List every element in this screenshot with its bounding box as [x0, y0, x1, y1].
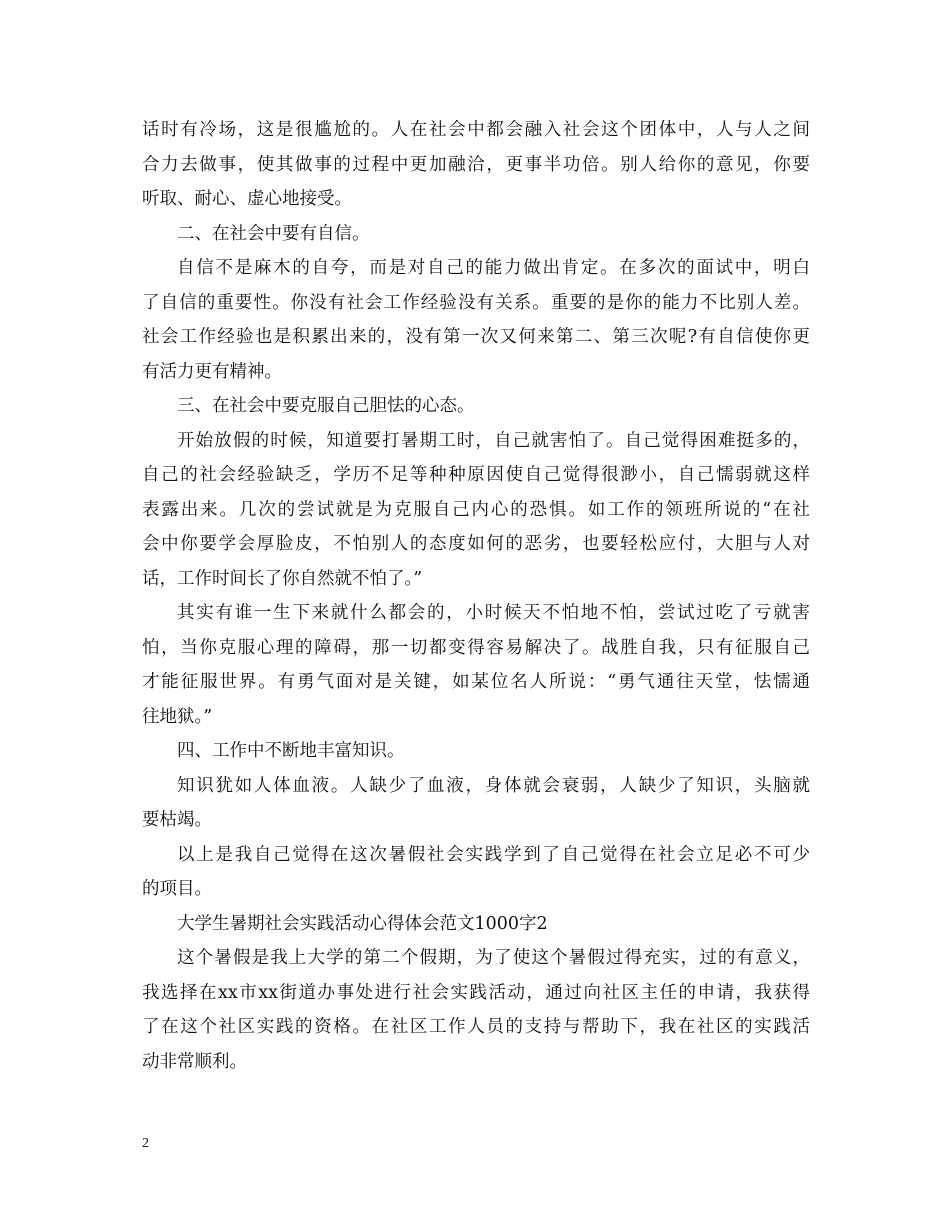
text-line: 要枯竭。 [142, 810, 212, 830]
text-line: 三、在社会中要克服自己胆怯的心态。 [177, 396, 475, 416]
text-line: 二、在社会中要有自信。 [177, 223, 370, 244]
text-line: 往地狱。” [142, 706, 213, 727]
document-body [142, 113, 810, 1079]
text-line: 其实有谁一生下来就什么都会的，小时候天不怕地不怕，尝试过吃了亏就害 [177, 603, 810, 623]
text-line: 自信不是麻木的自夸，而是对自己的能力做出肯定。在多次的面试中，明白 [177, 258, 810, 278]
text-line: 会中你要学会厚脸皮，不怕别人的态度如何的恶劣，也要轻松应付，大胆与人对 [142, 534, 810, 554]
text-line: 了自信的重要性。你没有社会工作经验没有关系。重要的是你的能力不比别人差。 [142, 292, 810, 313]
section-heading [142, 389, 810, 424]
text-line: 四、工作中不断地丰富知识。 [177, 741, 405, 761]
text-line: 听取、耐心、虚心地接受。 [142, 189, 352, 209]
text-line: 开始放假的时候，知道要打暑期工时，自己就害怕了。自己觉得困难挺多的， [177, 430, 810, 451]
section-heading [142, 217, 810, 252]
text-line: 话，工作时间长了你自然就不怕了。” [142, 568, 423, 589]
paragraph [142, 251, 810, 389]
paragraph [142, 113, 810, 217]
paragraph [142, 838, 810, 907]
section-heading [142, 734, 810, 769]
text-line: 动非常顺利。 [142, 1051, 247, 1072]
text-line: 了在这个社区实践的资格。在社区工作人员的支持与帮助下，我在社区的实践活 [142, 1017, 810, 1037]
text-line: 社会工作经验也是积累出来的，没有第一次又何来第二、第三次呢?有自信使你更 [142, 327, 810, 347]
paragraph [142, 769, 810, 838]
text-line: 怕，当你克服心理的障碍，那一切都变得容易解决了。战胜自我，只有征服自己 [142, 637, 810, 658]
text-line: 自己的社会经验缺乏，学历不足等种种原因使自己觉得很渺小，自己懦弱就这样 [142, 465, 810, 485]
text-line: 的项目。 [142, 879, 212, 899]
text-line: 才能征服世界。有勇气面对是关键，如某位名人所说：“勇气通往天堂，怯懦通 [142, 672, 810, 692]
paragraph [142, 424, 810, 597]
article-title [142, 907, 810, 942]
paragraph [142, 941, 810, 1079]
text-line: 知识犹如人体血液。人缺少了血液，身体就会衰弱，人缺少了知识，头脑就 [177, 775, 810, 796]
text-line: 大学生暑期社会实践活动心得体会范文1000字2 [177, 913, 548, 934]
text-line: 我选择在xx市xx街道办事处进行社会实践活动，通过向社区主任的申请，我获得 [142, 982, 810, 1003]
text-line: 话时有冷场，这是很尴尬的。人在社会中都会融入社会这个团体中，人与人之间 [142, 120, 810, 140]
text-line: 以上是我自己觉得在这次暑假社会实践学到了自己觉得在社会立足必不可少 [177, 844, 810, 865]
text-line: 表露出来。几次的尝试就是为克服自己内心的恐惧。如工作的领班所说的“在社 [142, 499, 810, 520]
text-line: 合力去做事，使其做事的过程中更加融洽，更事半功倍。别人给你的意见，你要 [142, 154, 810, 175]
page-number: 2 [142, 1136, 149, 1151]
text-line: 这个暑假是我上大学的第二个假期，为了使这个暑假过得充实，过的有意义， [177, 948, 810, 968]
text-line: 有活力更有精神。 [142, 361, 282, 382]
paragraph [142, 596, 810, 734]
